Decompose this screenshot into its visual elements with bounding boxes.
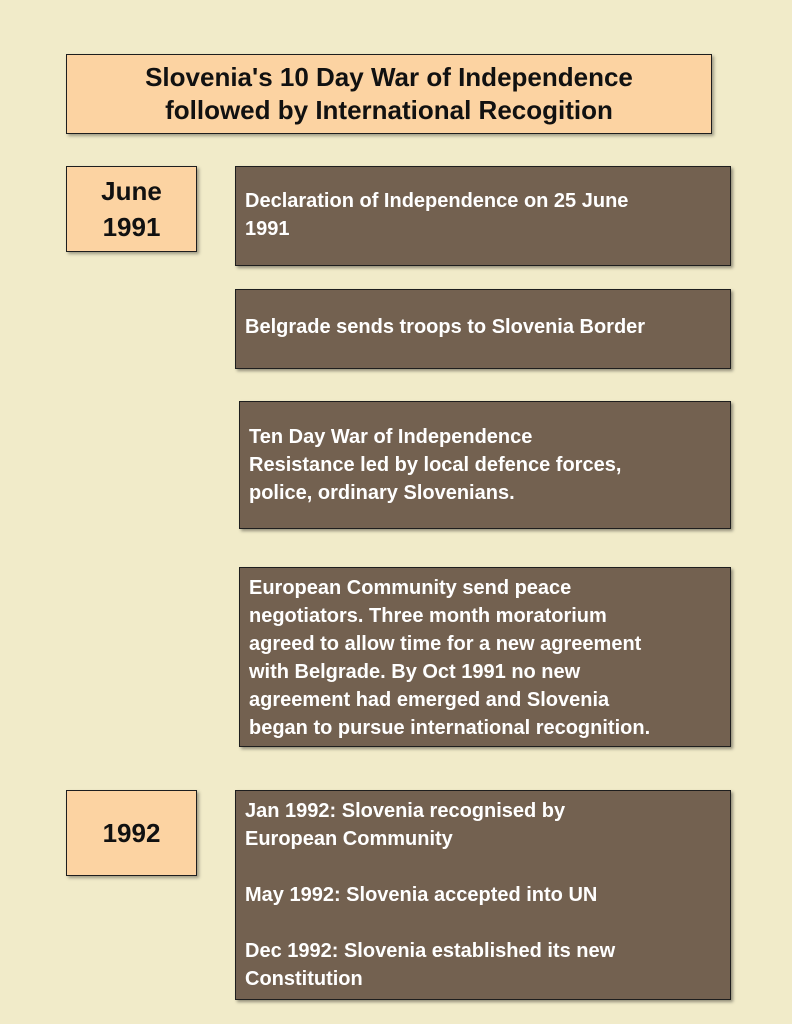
event-text-line: 1991 xyxy=(245,218,290,240)
period-month: June xyxy=(101,176,162,206)
event-ec-peace-negotiators xyxy=(239,567,731,747)
diagram-title xyxy=(66,54,712,134)
event-text-line: Declaration of Independence on 25 June xyxy=(245,190,629,212)
event-declaration-of-independence xyxy=(235,166,731,266)
title-line-2: followed by International Recogition xyxy=(165,95,613,125)
milestone-dec-1992: Dec 1992: Slovenia established its new xyxy=(245,940,616,962)
event-ten-day-war xyxy=(239,401,731,529)
milestone-jan-1992-cont: European Community xyxy=(245,828,453,850)
milestone-dec-1992-cont: Constitution xyxy=(245,968,363,990)
event-text-line: negotiators. Three month moratorium xyxy=(249,605,607,627)
title-line-1: Slovenia's 10 Day War of Independence xyxy=(145,62,633,92)
event-text-line: agreement had emerged and Slovenia xyxy=(249,689,610,711)
event-belgrade-troops xyxy=(235,289,731,369)
milestone-may-1992: May 1992: Slovenia accepted into UN xyxy=(245,884,598,906)
period-1992 xyxy=(66,790,197,876)
event-1992-milestones xyxy=(235,790,731,1000)
period-year: 1991 xyxy=(102,212,161,242)
event-text-line: with Belgrade. By Oct 1991 no new xyxy=(249,661,581,683)
event-text-line: agreed to allow time for a new agreement xyxy=(249,633,642,655)
event-text-line: police, ordinary Slovenians. xyxy=(249,482,515,504)
milestone-jan-1992: Jan 1992: Slovenia recognised by xyxy=(245,800,566,822)
event-text-line: Belgrade sends troops to Slovenia Border xyxy=(245,316,646,338)
event-text-line: Ten Day War of Independence xyxy=(249,426,533,448)
event-text-line: began to pursue international recognition. xyxy=(249,717,651,739)
period-june-1991 xyxy=(66,166,197,252)
event-text-line: European Community send peace xyxy=(249,577,572,599)
event-text-line: Resistance led by local defence forces, xyxy=(249,454,622,476)
period-year: 1992 xyxy=(102,818,161,848)
